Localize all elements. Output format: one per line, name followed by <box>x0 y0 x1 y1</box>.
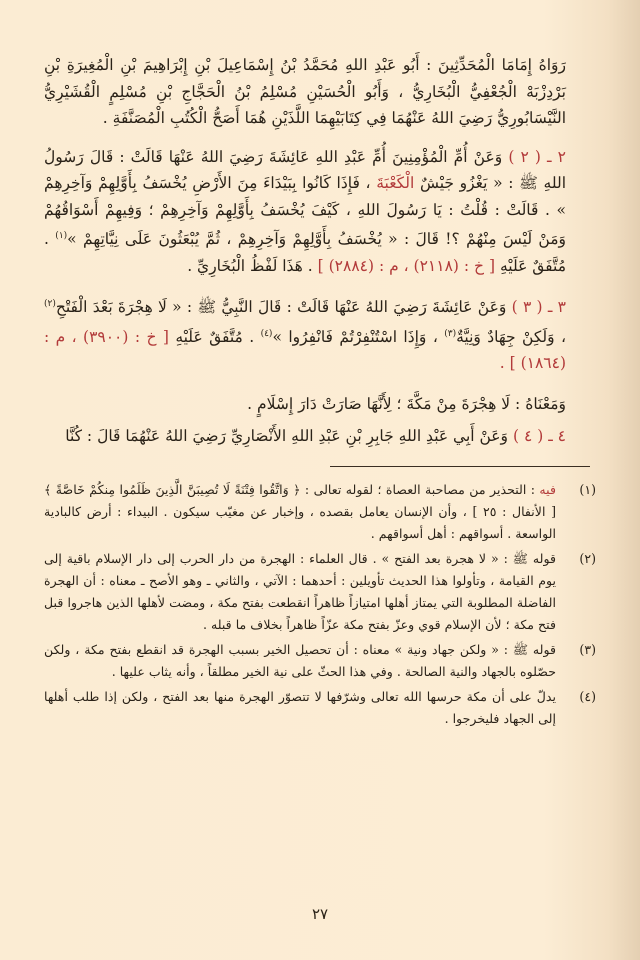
footnotes <box>44 479 598 730</box>
footnote-number: (١) <box>579 482 596 498</box>
hadith-3-citation: [ خ : (٣٩٠٠) ، م : (١٨٦٤) ] . <box>44 327 566 373</box>
hadith-4 <box>44 423 598 450</box>
intro-paragraph: رَوَاهُ إِمَامَا الْمُحَدِّثِينَ : أَبُو عَبْدِ اللهِ مُحَمَّدُ بْنُ إِسْمَاعِيلَ بْنِ إِبْرَاهِيمَ بْنِ الْمُغِيرَةِ بْنِ بَرْدِزْبَهْ الْجُعْفِيُّ الْبُخَارِيُّ ، وَأَبُو الْحُسَيْنِ مُسْلِمُ بْنُ الْحَجَّاجِ بْنِ مُسْلِمٍ الْقُشَيْرِيُّ النَّيْسَابُورِيُّ رَضِيَ اللهُ عَنْهُمَا فِي كِتَابَيْهِمَا اللَّذَيْنِ هُمَا أَصَحُّ الْكُتُبِ الْمُصَنَّفَةِ . <box>44 56 566 127</box>
hadith-3-number: ٣ ـ ( ٣ ) <box>511 298 566 317</box>
footnote-number: (٤) <box>579 689 596 705</box>
footnote-text: قوله ﷺ : « ولكن جهاد ونية » معناه : أن تحصيل الخير بسبب الهجرة قد انقطع بفتح مكة ، ولكن حصّلوه بالجهاد والنية الصالحة . وفي هذا الحثّ على نية الخير مطلقاً ، وأنه يثاب عليها . <box>44 642 556 680</box>
hadith-4-text: وَعَنْ أَبِي عَبْدِ اللهِ جَابِرِ بْنِ عَبْدِ اللهِ الأَنْصَارِيِّ رَضِيَ اللهُ عَنْهُمَا قَالَ : كُنَّا <box>65 427 513 446</box>
hadith-3-agreed: . مُتَّفَقٌ عَلَيْهِ <box>168 327 261 346</box>
hadith-3-text-b: ، وَلَكِنْ جِهَادٌ وَنِيَّةٌ <box>456 327 566 346</box>
hadith-2 <box>44 144 598 280</box>
footnote-divider <box>330 466 590 468</box>
footnote-text: قوله ﷺ : « لا هجرة بعد الفتح » . قال العلماء : الهجرة من دار الحرب إلى دار الإسلام باقية إلى يوم القيامة ، وتأولوا هذا الحديث تأويلين : أحدهما : الآتي ، والثاني ـ وهو الأصح ـ معناه : أن الهجرة الفاضلة المطلوبة التي يمتاز أهلها امتيازاً ظاهراً انقطعت بفتح مكة ، ومضت لأهلها الذين هاجروا قبل فتح مكة ؛ لأن الإسلام قوي وعزّ بفتح مكة عزّاً ظاهراً بخلاف ما قبله . <box>44 551 556 633</box>
footnote-text: فيه : التحذير من مصاحبة العصاة ؛ لقوله تعالى : ﴿ وَاتَّقُوا فِتْنَةً لَا تُصِيبَنَّ الَّذِينَ ظَلَمُوا مِنكُمْ خَاصَّةً ﴾ [ الأنفال : ٢٥ ] ، وأن الإنسان يعامل بقصده ، وإخبار عن مغيّب سيكون . البيداء : أرض كالبادية الواسعة . أسواقهم : أهل أسواقهم . <box>44 482 556 542</box>
footnote-1 <box>44 479 598 545</box>
footnote-ref-2[interactable]: (٢) <box>44 299 56 310</box>
hadith-2-agreed: . مُتَّفَقٌ عَلَيْهِ <box>44 230 566 275</box>
book-page <box>44 52 598 733</box>
hadith-3 <box>44 291 598 377</box>
footnote-text: يدلّ على أن مكة حرسها الله تعالى وشرّفها لا تتصوّر الهجرة منها بعد الفتح ، ولكن إذا طلب أهلها إلى الجهاد فليخرجوا . <box>44 689 556 727</box>
footnote-ref-4[interactable]: (٤) <box>260 328 273 339</box>
main-text <box>44 52 598 450</box>
footnote-3 <box>44 639 598 683</box>
hadith-2-citation: [ خ : (٢١١٨) ، م : (٢٨٨٤) ] <box>317 256 496 275</box>
hadith-2-closing: . هَذَا لَفْظُ الْبُخَارِيِّ . <box>187 256 318 275</box>
page-number: ٢٧ <box>311 905 329 923</box>
hadith-4-number: ٤ ـ ( ٤ ) <box>512 427 566 446</box>
meaning-paragraph: وَمَعْنَاهُ : لَا هِجْرَةَ مِنْ مَكَّةَ ؛ لِأَنَّهَا صَارَتْ دَارَ إِسْلَامٍ . <box>247 394 566 413</box>
hadith-2-text-a: وَعَنْ أُمِّ الْمُؤْمِنِينَ أُمِّ عَبْدِ اللهِ عَائِشَةَ رَضِيَ اللهُ عَنْهَا قَالَتْ : قَالَ رَسُولُ اللهِ ﷺ : « يَغْزُو جَيْشٌ <box>44 147 566 192</box>
footnote-2 <box>44 548 598 636</box>
footnote-number: (٣) <box>579 642 596 658</box>
hadith-2-number: ٢ ـ ( ٢ ) <box>508 147 566 166</box>
footnote-ref-1[interactable]: (١) <box>55 231 68 241</box>
footnote-4 <box>44 686 598 730</box>
hadith-3-text-c: ، وَإِذَا اسْتُنْفِرْتُمْ فَانْفِرُوا » <box>272 327 445 346</box>
footnote-number: (٢) <box>579 551 596 567</box>
footnote-ref-3[interactable]: (٣) <box>444 328 457 339</box>
footnote-lead: فيه <box>539 482 556 498</box>
hadith-2-text-b: ، فَإِذَا كَانُوا بِبَيْدَاءَ مِنَ الأَرْضِ يُخْسَفُ بِأَوَّلِهِمْ وَآخِرِهِمْ » . قَالَتْ : قُلْتُ : يَا رَسُولَ اللهِ ، كَيْفَ يُخْسَفُ بِأَوَّلِهِمْ وَآخِرِهِمْ ؛ وَفِيهِمْ أَسْوَاقُهُمْ وَمَنْ لَيْسَ مِنْهُمْ ؟! قَالَ : « يُخْسَفُ بِأَوَّلِهِمْ وَآخِرِهِمْ ، ثُمَّ يُبْعَثُونَ عَلَى نِيَّاتِهِمْ » <box>44 174 566 249</box>
hadith-3-text-a: وَعَنْ عَائِشَةَ رَضِيَ اللهُ عَنْهَا قَالَتْ : قَالَ النَّبِيُّ ﷺ : « لَا هِجْرَةَ بَعْدَ الْفَتْحِ <box>55 298 512 317</box>
hadith-2-highlight: الْكَعْبَةَ <box>376 174 415 192</box>
